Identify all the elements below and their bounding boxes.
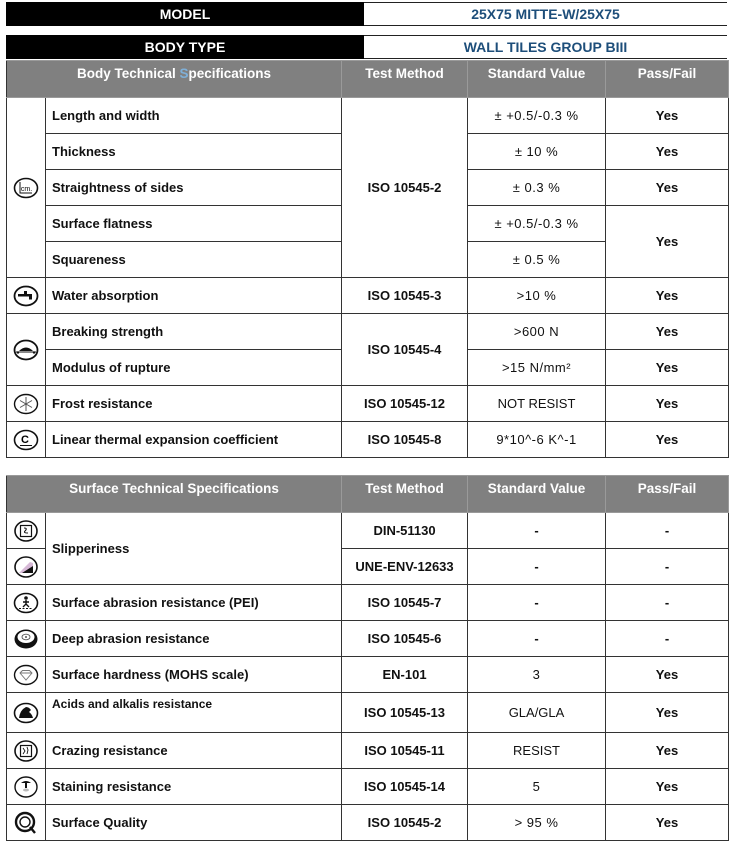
svg-text:C: C [21,433,29,446]
standard-value: 5 [468,769,606,805]
standard-value: - [468,513,606,549]
spec-name: Deep abrasion resistance [46,621,342,657]
test-method: ISO 10545-11 [342,733,468,769]
body-type-value: WALL TILES GROUP BIII [364,35,727,59]
pass-fail-header: Pass/Fail [606,476,729,513]
table-row [7,278,729,314]
dimension-icon [7,98,46,278]
surface-spec-table [6,475,729,841]
standard-value-header: Standard Value [468,476,606,513]
test-method: DIN-51130 [342,513,468,549]
standard-value: - [468,621,606,657]
table-row [7,805,729,841]
model-bar [6,2,727,26]
standard-value: - [468,549,606,585]
ramp-icon [7,549,46,585]
deep-abrasion-icon [7,621,46,657]
table-row [7,422,729,458]
test-method: ISO 10545-3 [342,278,468,314]
surface-header-row [7,476,729,513]
pass-fail: Yes [606,657,729,693]
table-row [7,386,729,422]
thermal-expansion-icon [7,422,46,458]
snowflake-icon [7,386,46,422]
water-tap-icon [7,278,46,314]
stain-icon [7,769,46,805]
model-label: MODEL [6,2,364,26]
test-method: ISO 10545-12 [342,386,468,422]
spec-name: Water absorption [46,278,342,314]
spec-name: Crazing resistance [46,733,342,769]
table-row [7,693,729,733]
pass-fail: Yes [606,350,729,386]
body-header-row [7,61,729,98]
pass-fail: Yes [606,278,729,314]
test-method: ISO 10545-4 [342,314,468,386]
magnifier-icon [7,805,46,841]
table-row [7,585,729,621]
test-method: ISO 10545-7 [342,585,468,621]
standard-value: >600 N [468,314,606,350]
standard-value: NOT RESIST [468,386,606,422]
spec-name: Acids and alkalis resistance [46,693,342,733]
table-row [7,733,729,769]
table-row [7,98,729,134]
spec-name: Staining resistance [46,769,342,805]
pass-fail: Yes [606,769,729,805]
pass-fail: Yes [606,733,729,769]
pass-fail: Yes [606,805,729,841]
crazing-icon [7,733,46,769]
spec-name: Surface flatness [46,206,342,242]
pass-fail: - [606,513,729,549]
pass-fail: - [606,585,729,621]
surface-spec-header: Surface Technical Specifications [7,476,342,513]
standard-value: ± +0.5/-0.3 % [468,98,606,134]
standard-value: > 95 % [468,805,606,841]
pass-fail: Yes [606,386,729,422]
pass-fail-header: Pass/Fail [606,61,729,98]
spec-name: Linear thermal expansion coefficient [46,422,342,458]
spec-name: Surface abrasion resistance (PEI) [46,585,342,621]
spec-name: Modulus of rupture [46,350,342,386]
test-method: ISO 10545-6 [342,621,468,657]
test-method: ISO 10545-8 [342,422,468,458]
test-method: ISO 10545-13 [342,693,468,733]
standard-value: 3 [468,657,606,693]
body-type-bar [6,35,727,59]
test-method: ISO 10545-2 [342,98,468,278]
table-row [7,657,729,693]
spec-name: Straightness of sides [46,170,342,206]
diamond-icon [7,657,46,693]
pass-fail: Yes [606,206,729,278]
table-row [7,513,729,549]
standard-value: ± 10 % [468,134,606,170]
test-method: EN-101 [342,657,468,693]
spec-name: Frost resistance [46,386,342,422]
pass-fail: Yes [606,170,729,206]
body-spec-table [6,60,729,458]
acid-drop-icon [7,693,46,733]
body-type-label: BODY TYPE [6,35,364,59]
test-method: ISO 10545-2 [342,805,468,841]
pass-fail: Yes [606,314,729,350]
pass-fail: Yes [606,98,729,134]
test-method-header: Test Method [342,476,468,513]
standard-value: ± +0.5/-0.3 % [468,206,606,242]
pass-fail: Yes [606,693,729,733]
model-value: 25X75 MITTE-W/25X75 [364,2,727,26]
standard-value: ± 0.3 % [468,170,606,206]
spec-name: Squareness [46,242,342,278]
standard-value: RESIST [468,733,606,769]
standard-value-header: Standard Value [468,61,606,98]
standard-value: >15 N/mm² [468,350,606,386]
pass-fail: - [606,549,729,585]
standard-value: >10 % [468,278,606,314]
pass-fail: Yes [606,422,729,458]
pass-fail: - [606,621,729,657]
standard-value: 9*10^-6 K^-1 [468,422,606,458]
spec-name: Surface hardness (MOHS scale) [46,657,342,693]
slip-icon [7,513,46,549]
spec-name: Length and width [46,98,342,134]
standard-value: GLA/GLA [468,693,606,733]
svg-text:cm.: cm. [20,185,33,193]
test-method-header: Test Method [342,61,468,98]
standard-value: - [468,585,606,621]
test-method: UNE-ENV-12633 [342,549,468,585]
body-spec-header: Body Technical Specifications [7,61,342,98]
pass-fail: Yes [606,134,729,170]
spec-name: Slipperiness [46,513,342,585]
foot-traffic-icon [7,585,46,621]
breaking-strength-icon [7,314,46,386]
spec-name: Breaking strength [46,314,342,350]
test-method: ISO 10545-14 [342,769,468,805]
spec-name: Surface Quality [46,805,342,841]
standard-value: ± 0.5 % [468,242,606,278]
table-row [7,621,729,657]
table-row [7,314,729,350]
spec-name: Thickness [46,134,342,170]
table-row [7,769,729,805]
